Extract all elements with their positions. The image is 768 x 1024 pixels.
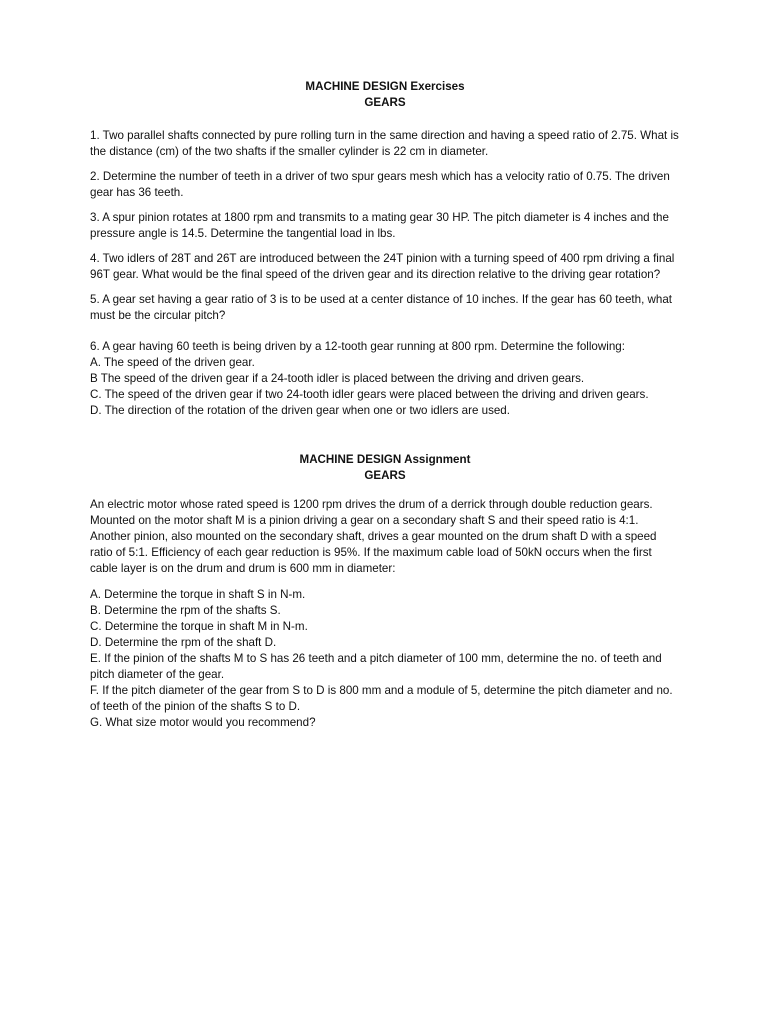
question-3: 3. A spur pinion rotates at 1800 rpm and transmits to a mating gear 30 HP. The pitch diameter is 4 inches and the pressure angle is 14.5. Determine the tangential load in lbs. xyxy=(90,211,669,240)
question-6 xyxy=(90,339,680,419)
question-6-part-d: D. The direction of the rotation of the driven gear when one or two idlers are used. xyxy=(90,404,510,417)
exercises-heading xyxy=(90,79,680,111)
assignment-item-b: B. Determine the rpm of the shafts S. xyxy=(90,604,281,617)
question-2: 2. Determine the number of teeth in a driver of two spur gears mesh which has a velocity ratio of 0.75. The driven gear has 36 teeth. xyxy=(90,170,670,199)
question-4: 4. Two idlers of 28T and 26T are introduced between the 24T pinion with a turning speed of 400 rpm driving a final 96T gear. What would be the final speed of the driven gear and its direction relative to the driving gear rotation? xyxy=(90,252,675,281)
assignment-item-c: C. Determine the torque in shaft M in N-m. xyxy=(90,620,308,633)
question-6-intro: 6. A gear having 60 teeth is being driven by a 12-tooth gear running at 800 rpm. Determine the following: xyxy=(90,340,625,353)
assignment-item-a: A. Determine the torque in shaft S in N-m. xyxy=(90,588,306,601)
question-1: 1. Two parallel shafts connected by pure rolling turn in the same direction and having a speed ratio of 2.75. What is the distance (cm) of the two shafts if the smaller cylinder is 22 cm in diameter. xyxy=(90,129,679,158)
assignment-items xyxy=(90,587,680,731)
question-5: 5. A gear set having a gear ratio of 3 is to be used at a center distance of 10 inches. If the gear has 60 teeth, what must be the circular pitch? xyxy=(90,293,672,322)
question-6-part-c: C. The speed of the driven gear if two 24-tooth idler gears were placed between the driving and driven gears. xyxy=(90,388,649,401)
question-6-part-a: A. The speed of the driven gear. xyxy=(90,356,255,369)
assignment-item-e: E. If the pinion of the shafts M to S has 26 teeth and a pitch diameter of 100 mm, determine the no. of teeth and pitch diameter of the gear. xyxy=(90,652,662,681)
assignment-subtitle: GEARS xyxy=(364,469,406,482)
assignment-intro: An electric motor whose rated speed is 1200 rpm drives the drum of a derrick through double reduction gears. Mounted on the motor shaft M is a pinion driving a gear on a secondary shaft S and their speed ratio is 4:1. Another pinion, also mounted on the secondary shaft, drives a gear mounted on the drum shaft D with a speed ratio of 5:1. Efficiency of each gear reduction is 95%. If the maximum cable load of 50kN occurs when the first cable layer is on the drum and drum is 600 mm in diameter: xyxy=(90,498,657,575)
assignment-heading xyxy=(90,452,680,484)
document-content xyxy=(90,79,680,731)
question-6-part-b: B The speed of the driven gear if a 24-tooth idler is placed between the driving and driven gears. xyxy=(90,372,585,385)
assignment-item-g: G. What size motor would you recommend? xyxy=(90,716,316,729)
exercises-title: MACHINE DESIGN Exercises xyxy=(305,80,465,93)
assignment-title: MACHINE DESIGN Assignment xyxy=(299,453,471,466)
exercises-subtitle: GEARS xyxy=(364,96,406,109)
assignment-item-f: F. If the pitch diameter of the gear from S to D is 800 mm and a module of 5, determine the pitch diameter and no. of teeth of the pinion of the shafts S to D. xyxy=(90,684,673,713)
assignment-item-d: D. Determine the rpm of the shaft D. xyxy=(90,636,277,649)
